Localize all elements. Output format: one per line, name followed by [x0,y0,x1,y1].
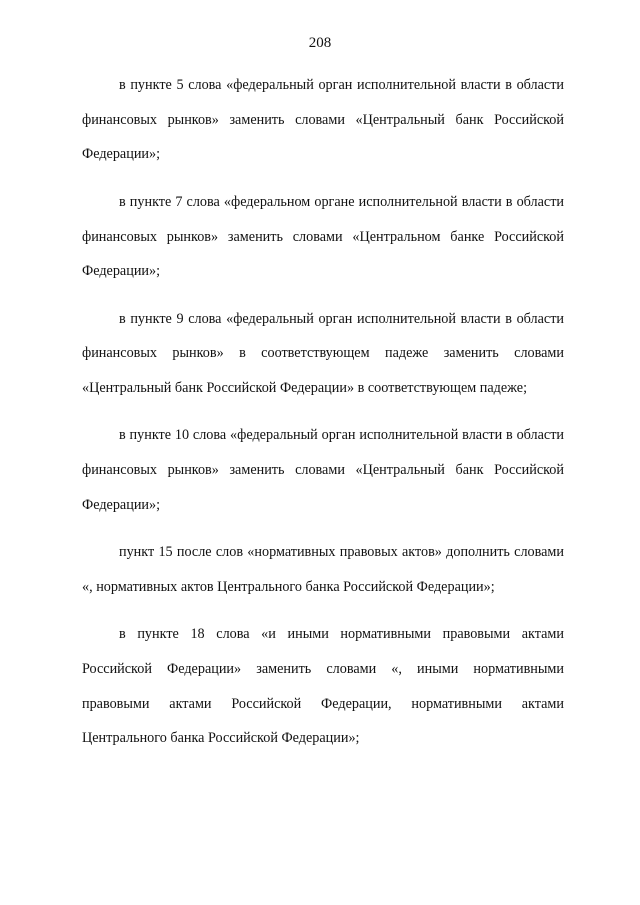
document-body [82,68,564,769]
page-number: 208 [308,35,332,51]
paragraph-item-15: пункт 15 после слов «нормативных правовых актов» дополнить словами «, нормативных актов Центрального банка Российской Федерации»; [82,544,564,595]
paragraph-item-18: в пункте 18 слова «и иными нормативными правовыми актами Российской Федерации» заменить словами «, иными нормативными правовыми актами Российской Федерации, нормативными актами Центрального банка Российской Федерации»; [82,626,564,747]
paragraph-item-5: в пункте 5 слова «федеральный орган исполнительной власти в области финансовых рынков» заменить словами «Центральный банк Российской Федерации»; [82,77,564,163]
paragraph-item-7: в пункте 7 слова «федеральном органе исполнительной власти в области финансовых рынков» заменить словами «Центральном банке Российской Федерации»; [82,193,564,280]
paragraph-item-10: в пункте 10 слова «федеральный орган исполнительной власти в области финансовых рынков» заменить словами «Центральный банк Российской Федерации»; [82,427,564,513]
paragraph-item-9: в пункте 9 слова «федеральный орган исполнительной власти в области финансовых рынков» в соответствующем падеже заменить словами «Центральный банк Российской Федерации» в соответствующем падеже; [82,310,564,396]
